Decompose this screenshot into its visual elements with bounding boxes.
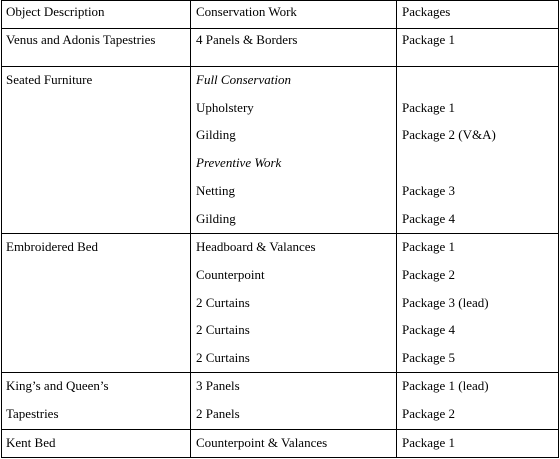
header-conservation-work: Conservation Work: [196, 4, 297, 19]
conservation-work-cell: 2 Curtains: [196, 322, 250, 337]
conservation-work-cell: 2 Panels: [196, 406, 240, 421]
conservation-work-cell: 2 Curtains: [196, 350, 250, 365]
package-cell: Package 5: [402, 350, 456, 365]
package-cell: Package 3 (lead): [402, 295, 489, 310]
object-description-cell: Kent Bed: [6, 435, 56, 450]
object-description-cell: Tapestries: [6, 406, 59, 421]
object-description-cell: Venus and Adonis Tapestries: [6, 32, 156, 47]
header-object-description: Object Description: [6, 4, 105, 19]
conservation-work-cell: Netting: [196, 183, 235, 198]
package-cell: Package 1: [402, 435, 456, 450]
package-cell: Package 1: [402, 239, 456, 254]
package-cell: Package 4: [402, 211, 456, 226]
package-cell: Package 2: [402, 267, 456, 282]
row-divider: [2, 233, 558, 234]
conservation-work-cell: Headboard & Valances: [196, 239, 316, 254]
row-divider: [2, 372, 558, 373]
row-divider: [2, 66, 558, 67]
conservation-work-cell: 2 Curtains: [196, 295, 250, 310]
column-divider: [190, 1, 191, 457]
conservation-work-cell: Full Conservation: [196, 72, 291, 87]
row-divider: [2, 28, 558, 29]
package-cell: Package 2: [402, 406, 456, 421]
package-cell: Package 1: [402, 100, 456, 115]
conservation-work-cell: 3 Panels: [196, 378, 240, 393]
object-description-cell: Seated Furniture: [6, 72, 93, 87]
conservation-work-cell: Preventive Work: [196, 155, 282, 170]
header-packages: Packages: [402, 4, 451, 19]
row-divider: [2, 429, 558, 430]
conservation-work-cell: Gilding: [196, 211, 236, 226]
object-description-cell: Embroidered Bed: [6, 239, 99, 254]
package-cell: Package 4: [402, 322, 456, 337]
package-cell: Package 1: [402, 32, 456, 47]
package-cell: Package 2 (V&A): [402, 127, 496, 142]
conservation-work-cell: Gilding: [196, 127, 236, 142]
object-description-cell: King’s and Queen’s: [6, 378, 109, 393]
column-divider: [396, 1, 397, 457]
package-cell: Package 3: [402, 183, 456, 198]
conservation-work-cell: Upholstery: [196, 100, 254, 115]
conservation-work-cell: 4 Panels & Borders: [196, 32, 298, 47]
conservation-work-cell: Counterpoint & Valances: [196, 435, 328, 450]
conservation-work-cell: Counterpoint: [196, 267, 265, 282]
package-cell: Package 1 (lead): [402, 378, 489, 393]
